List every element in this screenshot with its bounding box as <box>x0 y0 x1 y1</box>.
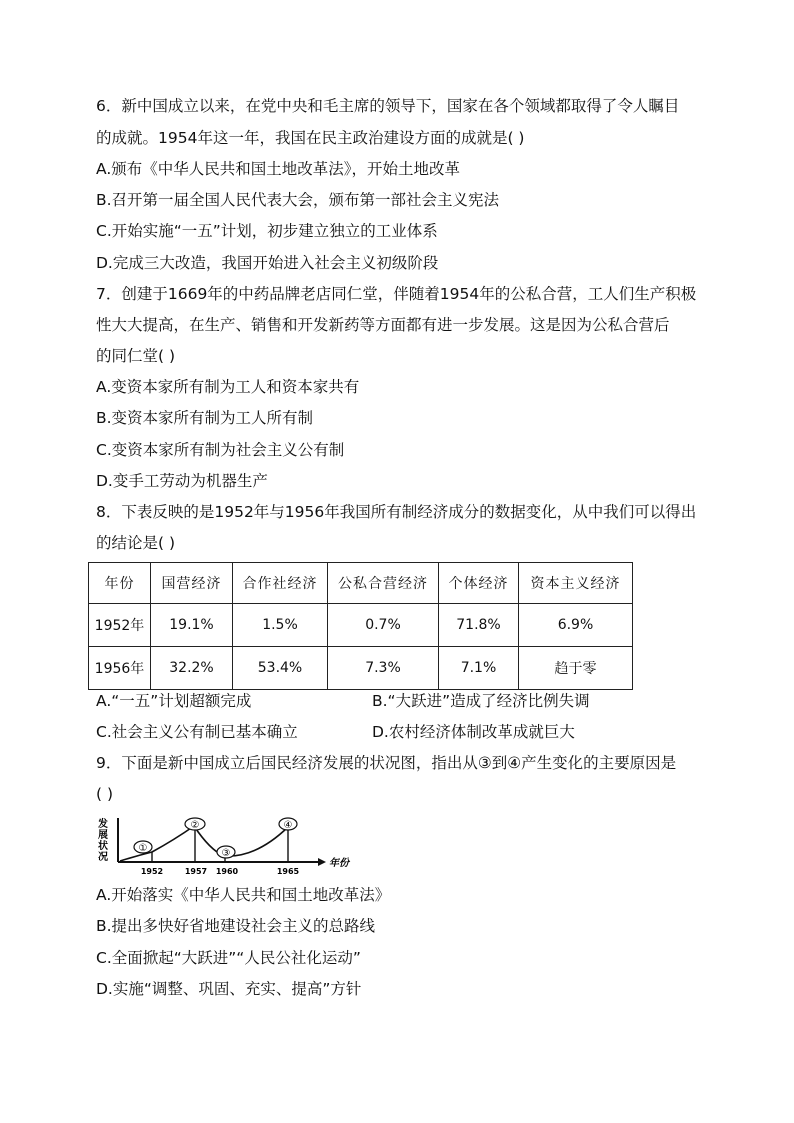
graph-x-arrow <box>318 858 326 866</box>
graph-ylabel-char: 状 <box>98 841 108 852</box>
q7-stem-line3: 的同仁堂( ) <box>96 347 176 365</box>
graph-ylabel-char: 况 <box>98 852 108 863</box>
table-cell: 1952年 <box>89 604 151 647</box>
q7-option-b: B.变资本家所有制为工人所有制 <box>96 409 314 427</box>
q7-stem-line1: 7．创建于1669年的中药品牌老店同仁堂，伴随着1954年的公私合营，工人们生产积极 <box>96 285 697 303</box>
q8-option-d: D.农村经济体制改革成就巨大 <box>372 723 575 741</box>
table-header-cell: 公私合营经济 <box>328 563 439 604</box>
table-cell: 7.3% <box>328 647 439 690</box>
graph-point-label: ③ <box>221 848 231 859</box>
q9-option-b: B.提出多快好省地建设社会主义的总路线 <box>96 917 376 935</box>
table-cell: 53.4% <box>233 647 328 690</box>
table-cell: 趋于零 <box>519 647 633 690</box>
graph-xlabel: 年份 <box>329 858 349 869</box>
graph-year-label: 1960 <box>215 867 239 876</box>
graph-year-label: 1965 <box>276 867 300 876</box>
economy-development-graph <box>92 814 362 878</box>
q9-option-c: C.全面掀起“大跃进”“人民公社化运动” <box>96 949 361 967</box>
graph-point-label: ② <box>190 820 200 831</box>
q6-option-b: B.召开第一届全国人民代表大会，颁布第一部社会主义宪法 <box>96 191 500 209</box>
table-header-row <box>89 563 633 604</box>
graph-ylabel-char: 发 <box>98 819 108 830</box>
table-header-cell: 年份 <box>89 563 151 604</box>
q9-stem-line1: 9．下面是新中国成立后国民经济发展的状况图，指出从③到④产生变化的主要原因是 <box>96 754 677 772</box>
graph-point-label: ① <box>138 843 148 854</box>
q7-option-c: C.变资本家所有制为社会主义公有制 <box>96 441 345 459</box>
q8-option-a: A.“一五”计划超额完成 <box>96 692 252 710</box>
table-cell: 7.1% <box>439 647 519 690</box>
q9-stem-line2: ( ) <box>96 785 114 803</box>
q6-stem-line2: 的成就。1954年这一年，我国在民主政治建设方面的成就是( ) <box>96 129 525 147</box>
q6-option-d: D.完成三大改造，我国开始进入社会主义初级阶段 <box>96 254 439 272</box>
q6-stem-line1: 6．新中国成立以来，在党中央和毛主席的领导下，国家在各个领域都取得了令人瞩目 <box>96 97 680 115</box>
table-cell: 32.2% <box>151 647 233 690</box>
q7-stem-line2: 性大大提高，在生产、销售和开发新药等方面都有进一步发展。这是因为公私合营后 <box>96 316 670 334</box>
q6-option-c: C.开始实施“一五”计划，初步建立独立的工业体系 <box>96 222 438 240</box>
graph-point-label: ④ <box>283 820 293 831</box>
table-header-cell: 个体经济 <box>439 563 519 604</box>
table-cell: 6.9% <box>519 604 633 647</box>
q9-option-d: D.实施“调整、巩固、充实、提高”方针 <box>96 980 362 998</box>
table-row <box>89 604 633 647</box>
graph-ylabel-char: 展 <box>98 830 108 841</box>
table-header-cell: 合作社经济 <box>233 563 328 604</box>
q8-stem-line2: 的结论是( ) <box>96 534 176 552</box>
table-header-cell: 国营经济 <box>151 563 233 604</box>
ownership-table <box>88 562 633 690</box>
q8-stem-line1: 8．下表反映的是1952年与1956年我国所有制经济成分的数据变化，从中我们可以得出 <box>96 503 697 521</box>
graph-year-label: 1957 <box>184 867 208 876</box>
table-header-cell: 资本主义经济 <box>519 563 633 604</box>
table-cell: 0.7% <box>328 604 439 647</box>
table-cell: 19.1% <box>151 604 233 647</box>
graph-year-label: 1952 <box>140 867 164 876</box>
q9-option-a: A.开始落实《中华人民共和国土地改革法》 <box>96 886 391 904</box>
q7-option-a: A.变资本家所有制为工人和资本家共有 <box>96 378 360 396</box>
table-cell: 71.8% <box>439 604 519 647</box>
q8-option-b: B.“大跃进”造成了经济比例失调 <box>372 692 590 710</box>
q6-option-a: A.颁布《中华人民共和国土地改革法》，开始土地改革 <box>96 160 461 178</box>
q8-option-c: C.社会主义公有制已基本确立 <box>96 723 298 741</box>
q7-option-d: D.变手工劳动为机器生产 <box>96 472 268 490</box>
table-row <box>89 647 633 690</box>
table-cell: 1956年 <box>89 647 151 690</box>
table-cell: 1.5% <box>233 604 328 647</box>
